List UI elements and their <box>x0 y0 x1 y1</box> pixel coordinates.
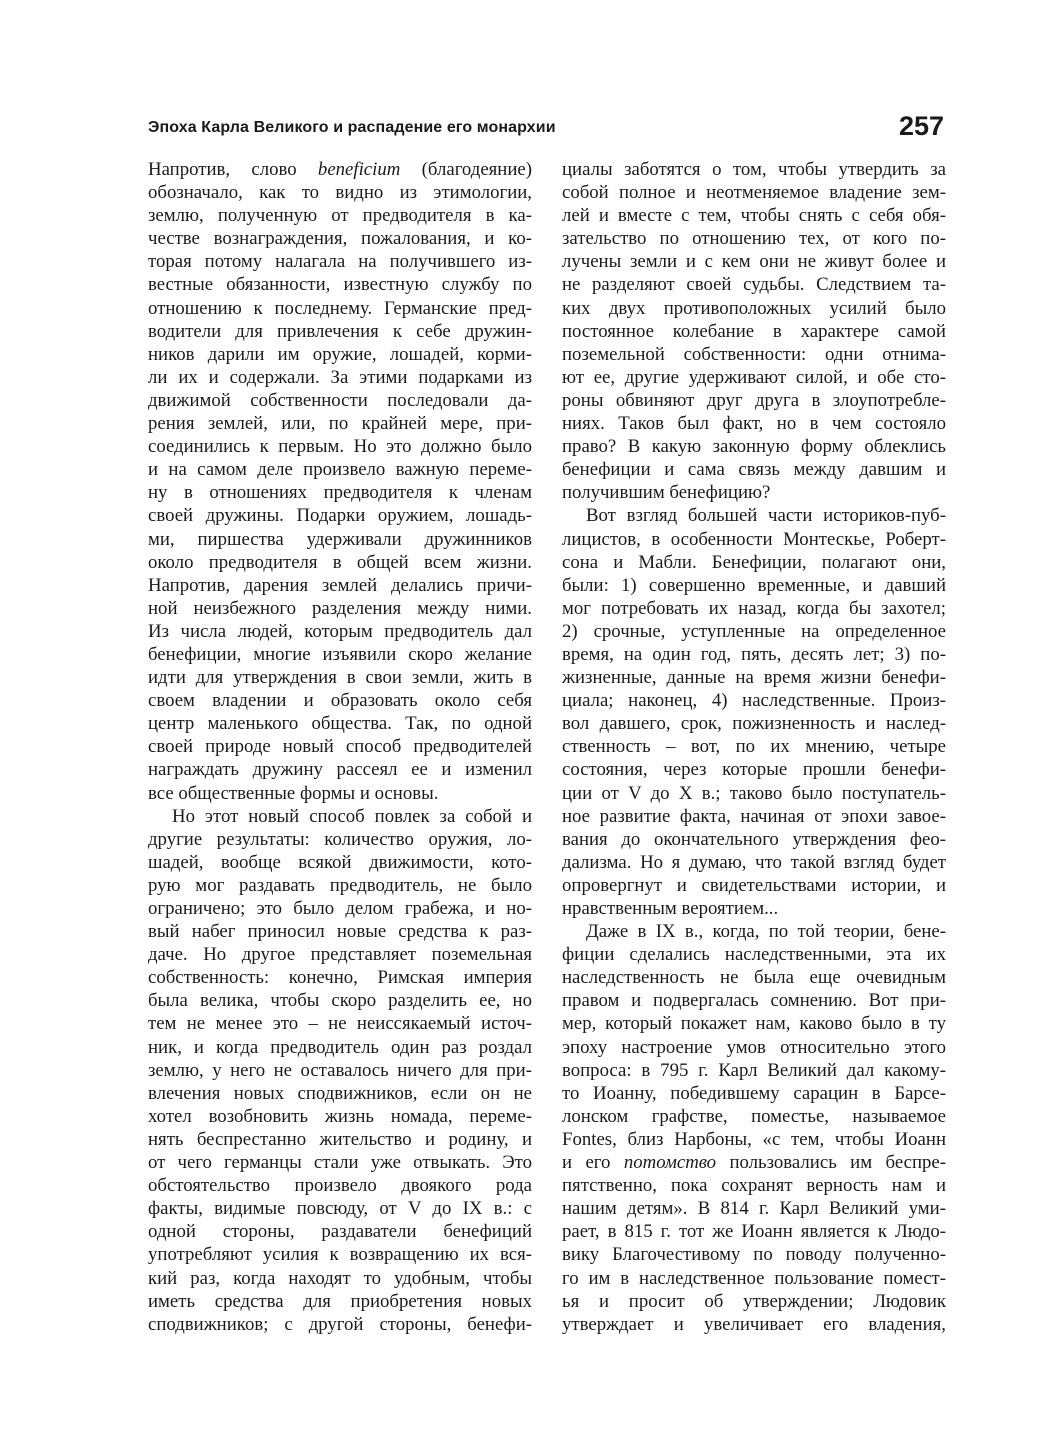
text-line: другие результаты: количество оружия, ло- <box>148 828 532 850</box>
text-line: вый набег приносил новые средства к раз- <box>148 921 532 943</box>
text-line: от чего германцы стали уже отвыкать. Это <box>148 1152 532 1174</box>
text-line: Даже в IX в., когда, по той теории, бене- <box>586 921 946 943</box>
text-line: вестные обязанности, известную службу по <box>148 274 532 296</box>
text-line: правом и подвергалась сомнению. Вот при- <box>562 990 946 1012</box>
text-line: торая потому налагала на получившего из- <box>148 251 532 273</box>
text-line: идти для утверждения в свои земли, жить в <box>148 667 532 689</box>
text-line: фиции сделались наследственными, эта их <box>562 944 946 966</box>
text-line: получившим бенефицию? <box>562 482 771 504</box>
text-line: циалы заботятся о том, чтобы утвердить за <box>562 159 946 180</box>
text-line: рения землей, или, по крайней мере, при- <box>148 413 532 435</box>
text-line: землю, у него не оставалось ничего для при- <box>148 1059 532 1081</box>
text-line: ья и просит об утверждении; Людовик <box>562 1290 946 1312</box>
text-line: Из числа людей, которым предводитель дал <box>148 620 532 642</box>
text-line: употребляют усилия к возвращению их вся- <box>148 1244 532 1266</box>
text-line: бенефиции, многие изъявили скоро желание <box>148 643 532 665</box>
text-line: ник, и когда предводитель один раз роздал <box>148 1036 532 1058</box>
text-line: влечения новых сподвижников, если он не <box>148 1082 532 1104</box>
text-line: около предводителя в общей всем жизни. <box>148 551 532 573</box>
text-line: центр маленького общества. Так, по одной <box>148 713 532 735</box>
text-line: обозначало, как то видно из этимологии, <box>148 182 532 204</box>
text-line: своем владении и образовать около себя <box>148 690 532 712</box>
text-line: награждать дружину рассеял ее и изменил <box>148 759 532 781</box>
text-line: поземельной собственности: одни отнима- <box>562 343 946 365</box>
text-line: собственность: конечно, Римская империя <box>148 967 532 989</box>
text-line: кий раз, когда находят то удобным, чтобы <box>148 1267 532 1289</box>
running-title: Эпоха Карла Великого и распадение его монархии <box>148 119 556 136</box>
text-line: хотел возобновить жизнь номада, переме- <box>148 1105 532 1127</box>
text-line: 2) срочные, уступленные на определенное <box>562 620 946 642</box>
text-line: ное развитие факта, начиная от эпохи завое- <box>562 805 946 827</box>
text-line: наследственность не была еще очевидным <box>562 967 946 989</box>
text-line: своей природе новый способ предводителей <box>148 736 532 758</box>
text-line: ют ее, другие удерживают силой, и обе сто- <box>562 366 946 388</box>
text-line: ции от V до X в.; таково было поступатель- <box>562 782 946 804</box>
text-line: ограничено; это было делом грабежа, и но- <box>148 898 532 919</box>
text-line: время, на один год, пять, десять лет; 3) по- <box>562 643 946 665</box>
text-line: соединились к первым. Но это должно было <box>148 436 532 458</box>
text-line: рую мог раздавать предводитель, не было <box>148 874 532 896</box>
text-line: сона и Мабли. Бенефиции, полагают они, <box>562 551 946 573</box>
text-line: вол давшего, срок, пожизненность и наслед- <box>562 713 946 735</box>
text-line: отношению к последнему. Германские пред- <box>148 297 532 319</box>
text-line: то Иоанну, победившему сарацин в Барсе- <box>562 1082 946 1104</box>
text-line: ниях. Таков был факт, но в чем состояло <box>562 413 946 435</box>
text-line: вопроса: в 795 г. Карл Великий дал какому- <box>562 1059 946 1081</box>
text-line: не разделяют своей судьбы. Следствием та- <box>562 274 946 296</box>
text-line: постоянное колебание в характере самой <box>562 320 946 342</box>
text-line: ких двух противоположных усилий было <box>562 297 946 319</box>
text-line: ми, пиршества удерживали дружинников <box>148 528 532 550</box>
text-line: рает, в 815 г. тот же Иоанн является к Людо- <box>562 1221 946 1243</box>
text-line: была велика, чтобы скоро разделить ее, но <box>148 990 532 1012</box>
page-number: 257 <box>898 111 944 141</box>
text-line: эпоху настроение умов относительно этого <box>562 1036 946 1058</box>
text-line: лицистов, в особенности Монтескье, Роберт- <box>562 528 946 550</box>
text-line: ну в отношениях предводителя к членам <box>148 482 532 504</box>
text-line: тем не менее это – не неиссякаемый источ- <box>148 1013 532 1035</box>
text-line: зательство по отношению тех, от кого по- <box>562 228 946 250</box>
text-line: ли их и содержали. За этими подарками из <box>148 366 532 388</box>
text-line: честве вознаграждения, пожалования, и ко- <box>148 228 532 250</box>
text-line: собой полное и неотменяемое владение зем- <box>562 182 946 204</box>
text-line: дализма. Но я думаю, что такой взгляд будет <box>562 851 946 873</box>
text-line: мер, который покажет нам, каково было в ту <box>562 1013 946 1035</box>
text-line: землю, полученную от предводителя в ка- <box>148 205 532 227</box>
text-line: Fontes, близ Нарбоны, «с тем, чтобы Иоанн <box>562 1128 946 1150</box>
text-line: одной стороны, раздаватели бенефиций <box>148 1221 532 1243</box>
text-line: ной неизбежного разделения между ними. <box>148 597 532 619</box>
text-line: го им в наследственное пользование помест- <box>562 1267 946 1289</box>
italic-term: потомство <box>623 1152 717 1174</box>
text-line: право? В какую законную форму облеклись <box>562 436 946 458</box>
text-line: бенефиции и сама связь между давшим и <box>562 459 946 481</box>
text-line: и его потомство пользовались им беспре- <box>562 1152 946 1174</box>
text-line: и на самом деле произвело важную переме- <box>148 459 532 481</box>
left-text-column <box>148 158 532 1336</box>
text-line: утверждает и увеличивает его владения, <box>562 1313 946 1335</box>
text-line: лей и вместе с тем, чтобы снять с себя обя- <box>562 205 946 227</box>
text-line: обстоятельство произвело двоякого рода <box>148 1175 532 1197</box>
text-line: Напротив, слово beneficium (благодеяние) <box>148 159 532 180</box>
text-line: иметь средства для приобретения новых <box>148 1290 532 1312</box>
right-text-column <box>562 158 946 1336</box>
text-line: нашим детям». В 814 г. Карл Великий уми- <box>562 1198 946 1220</box>
text-line: сподвижников; с другой стороны, бенефи- <box>148 1313 532 1335</box>
text-line: состояния, через которые прошли бенефи- <box>562 759 946 781</box>
text-line: нять беспрестанно жительство и родину, и <box>148 1128 532 1150</box>
text-line: Но этот новый способ повлек за собой и <box>172 805 532 827</box>
text-line: вику Благочестивому по поводу полученно- <box>562 1244 946 1266</box>
text-line: лонском графстве, поместье, называемое <box>562 1105 946 1127</box>
text-line: все общественные формы и основы. <box>148 782 439 804</box>
text-line: факты, видимые повсюду, от V до IX в.: с <box>148 1198 532 1220</box>
text-line: лучены земли и с кем они не живут более и <box>562 251 946 273</box>
text-line: вания до окончательного утверждения фео- <box>562 828 946 850</box>
italic-term: beneficium <box>317 159 401 180</box>
text-line: ников дарили им оружие, лошадей, корми- <box>148 343 532 365</box>
text-line: нравственным вероятием... <box>562 898 779 919</box>
text-line: своей дружины. Подарки оружием, лошадь- <box>148 505 532 527</box>
text-line: Вот взгляд большей части историков-пуб- <box>586 505 946 527</box>
text-line: водители для привлечения к себе дружин- <box>148 320 532 342</box>
text-line: жизненные, данные на время жизни бенефи- <box>562 667 946 689</box>
text-line: были: 1) совершенно временные, и давший <box>562 574 946 596</box>
text-line: опровергнут и свидетельствами истории, и <box>562 874 946 896</box>
text-line: ственность – вот, по их мнению, четыре <box>562 736 946 758</box>
text-line: роны обвиняют друг друга в злоупотребле- <box>562 389 946 411</box>
running-head <box>148 111 944 149</box>
text-line: шадей, вообще всякой движимости, кото- <box>148 851 532 873</box>
text-line: пятственно, пока сохранят верность нам и <box>562 1175 946 1197</box>
text-line: Напротив, дарения землей делались причи- <box>148 574 532 596</box>
text-line: циала; наконец, 4) наследственные. Произ- <box>562 690 946 712</box>
text-line: даче. Но другое представляет поземельная <box>148 944 532 966</box>
text-line: мог потребовать их назад, когда бы захотел; <box>562 597 946 619</box>
text-line: движимой собственности последовали да- <box>148 389 532 411</box>
